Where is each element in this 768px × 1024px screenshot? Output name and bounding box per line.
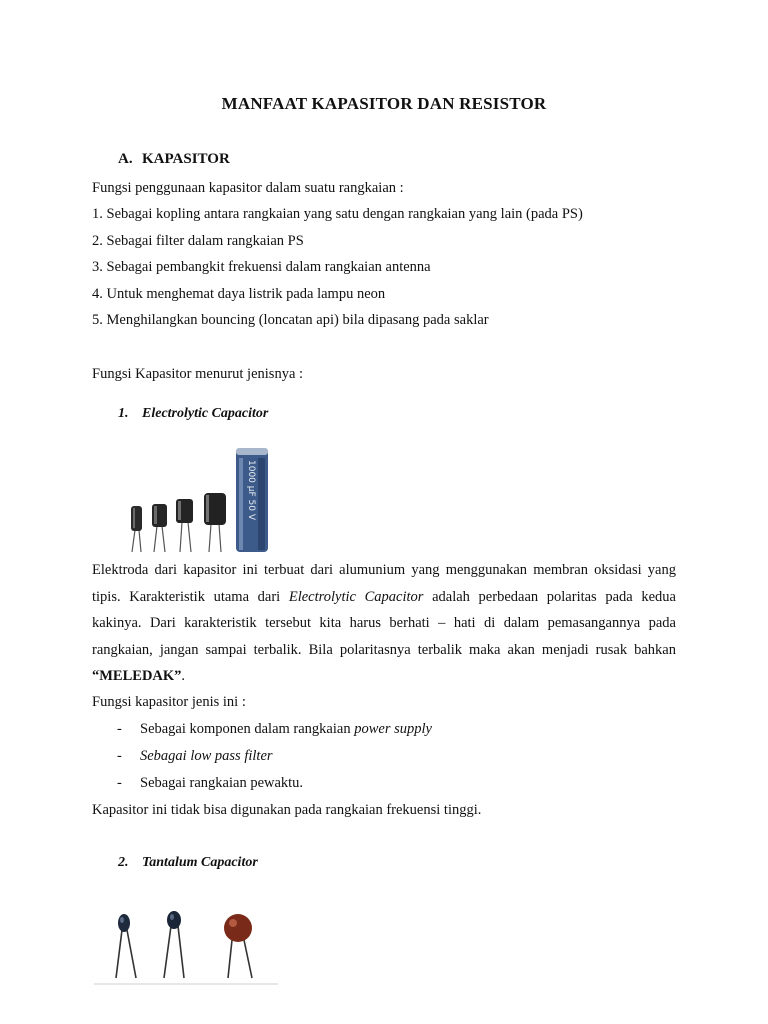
electrolytic-capacitor-term: Electrolytic Capacitor <box>288 588 424 605</box>
section-a-marker: A. <box>118 151 133 167</box>
functions-intro: Fungsi kapasitor jenis ini : <box>92 694 246 710</box>
use-item-3: 3. Sebagai pembangkit frekuensi dalam rangkaian antenna <box>92 259 431 275</box>
function-item-2: Sebagai low pass filter <box>140 748 273 764</box>
page-title: MANFAAT KAPASITOR DAN RESISTOR <box>221 94 547 113</box>
type-1-marker: 1. <box>118 406 129 421</box>
bullet-dash-1: - <box>117 721 122 737</box>
bullet-dash-3: - <box>117 775 122 791</box>
function-item-1: Sebagai komponen dalam rangkaian power supply <box>140 721 432 737</box>
tantalum-capacitor-image <box>94 906 278 986</box>
types-intro: Fungsi Kapasitor menurut jenisnya : <box>92 366 304 382</box>
type-2-heading: Tantalum Capacitor <box>142 855 258 870</box>
electrolytic-description: Elektroda dari kapasitor ini terbuat dari alumunium yang menggunakan membran oksidasi yang tipis. Karakteristik utama dari Electrolytic Capacitor adalah perbedaan polaritas pada kedua kakinya. Dari karakteristik tersebut kita harus berhati – hati di dalam pemasangannya pada rangkaian, jangan sampai terbalik. Bila polaritasnya terbalik maka akan menjadi rusak bahkan “MELEDAK”. <box>92 562 676 684</box>
meledak-emphasis: “MELEDAK” <box>92 668 182 684</box>
frequency-note: Kapasitor ini tidak bisa digunakan pada rangkaian frekuensi tinggi. <box>92 802 482 818</box>
use-item-2: 2. Sebagai filter dalam rangkaian PS <box>92 233 304 249</box>
use-item-5: 5. Menghilangkan bouncing (loncatan api) bila dipasang pada saklar <box>92 312 489 328</box>
use-item-4: 4. Untuk menghemat daya listrik pada lampu neon <box>92 286 386 302</box>
use-item-1: 1. Sebagai kopling antara rangkaian yang satu dengan rangkaian yang lain (pada PS) <box>92 206 583 222</box>
capacitor-printed-label: 1000 µF 50 V <box>246 460 256 520</box>
intro-text: Fungsi penggunaan kapasitor dalam suatu rangkaian : <box>92 180 404 196</box>
section-a-heading: KAPASITOR <box>142 151 230 167</box>
function-item-3: Sebagai rangkaian pewaktu. <box>140 775 304 791</box>
type-1-heading: Electrolytic Capacitor <box>142 406 269 421</box>
electrolytic-capacitor-image <box>118 444 280 554</box>
type-2-marker: 2. <box>118 855 129 870</box>
bullet-dash-2: - <box>117 748 122 764</box>
